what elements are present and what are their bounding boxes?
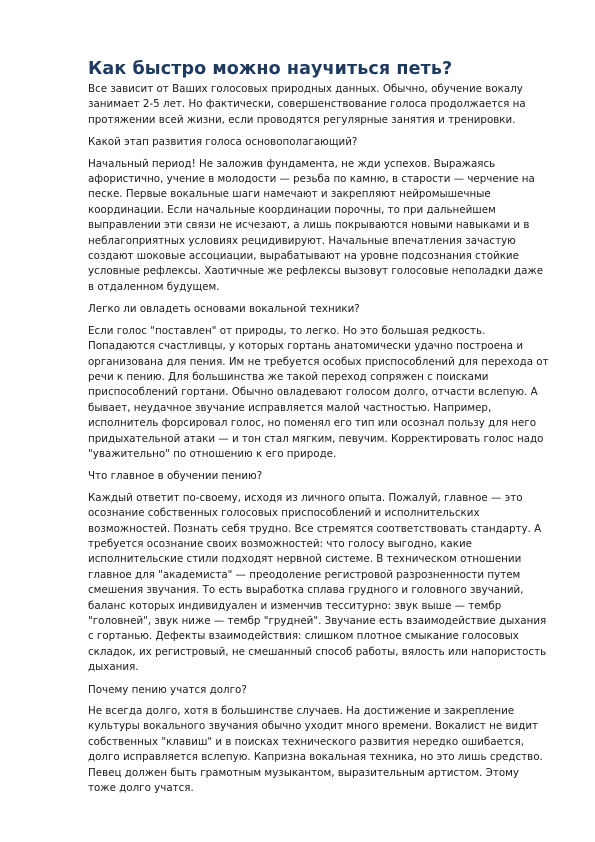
intro-paragraph: Все зависит от Ваших голосовых природных данных. Обычно, обучение вокалу занимает 2-5 лет. Но фактически, совершенствование голоса продолжается на протяжении всей жизни, если проводятся регулярные занятия и тренировки. <box>88 83 526 126</box>
answer-paragraph: Если голос "поставлен" от природы, то легко. Но это большая редкость. Попадаются счастливцы, у которых гортань анатомически удачно построена и организована для пения. Им не требуется особых приспособлений для перехода от речи к пению. Для большинства же такой переход сопряжен с поисками приспособлений гортани. Обычно овладевают голосом долго, отчасти вслепую. А бывает, неудачное звучание исправляется малой частностью. Например, исполнитель форсировал голос, но поменял его тип или осознал пользу для него придыхательной атаки — и тон стал мягким, певучим. Корректировать голос надо "уважительно" по отношению к его природе. <box>88 324 549 460</box>
question-paragraph: Почему пению учатся долго? <box>88 683 247 696</box>
question-paragraph: Какой этап развития голоса основополагающий? <box>88 136 358 149</box>
question-paragraph: Что главное в обучении пению? <box>88 470 263 483</box>
answer-paragraph: Каждый ответит по-своему, исходя из личного опыта. Пожалуй, главное — это осознание собственных голосовых приспособлений и исполнительских возможностей. Познать себя трудно. Все стремятся соответствовать стандарту. А требуется осознание своих возможностей: что голосу выгодно, какие исполнительские стили подходят нервной системе. В техническом отношении главное для "академиста" — преодоление регистровой разрозненности путем смешения звучания. То есть выработка сплава грудного и головного звучаний, баланс которых индивидуален и изменчив тесситурно: звук выше — тембр "головней", звук ниже — тембр "грудней". Звучание есть взаимодействие дыхания с гортанью. Дефекты взаимодействия: слишком плотное смыкание голосовых складок, их регистровый, не смешанный способ работы, вялость или напористость дыхания. <box>88 491 547 674</box>
question-paragraph: Легко ли овладеть основами вокальной техники? <box>88 303 360 316</box>
article-title: Как быстро можно научиться петь? <box>88 59 453 79</box>
answer-paragraph: Начальный период! Не заложив фундамента, не жди успехов. Выражаясь афористично, учение в молодости — резьба по камню, в старости — черчение на песке. Первые вокальные шаги намечают и закрепляют нейромышечные координации. Если начальные координации порочны, то при дальнейшем выправлении эти связи не исчезают, а лишь покрываются новыми навыками и в неблагоприятных условиях рецидивируют. Начальные впечатления зачастую создают шоковые ассоциации, вырабатывают на уровне подсознания стойкие условные рефлексы. Хаотичные же рефлексы вызовут голосовые неполадки даже в отдаленном будущем. <box>88 157 544 293</box>
answer-paragraph: Не всегда долго, хотя в большинстве случаев. На достижение и закрепление культуры вокального звучания обычно уходит много времени. Вокалист не видит собственных "клавиш" и в поисках технического развития нередко ошибается, долго исправляется вслепую. Капризна вокальная техника, но это лишь средство. Певец должен быть грамотным музыкантом, выразительным артистом. Этому тоже долго учатся. <box>88 705 543 795</box>
article <box>88 58 550 803</box>
